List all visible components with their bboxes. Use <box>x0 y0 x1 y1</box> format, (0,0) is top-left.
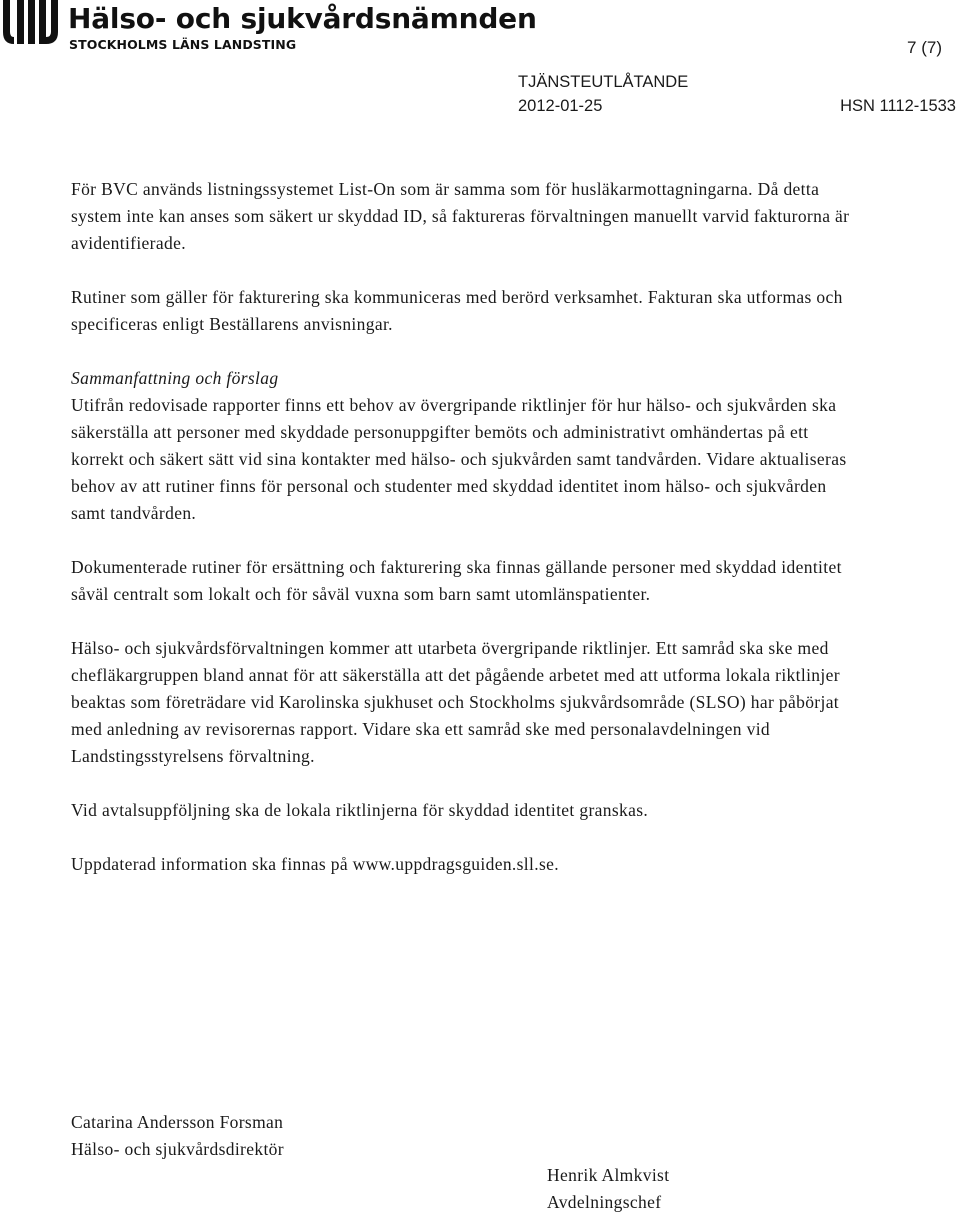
document-date: 2012-01-25 <box>518 97 603 115</box>
sll-logo-icon <box>0 0 62 52</box>
paragraph-summary: Utifrån redovisade rapporter finns ett behov av övergripande riktlinjer för hur hälso- och sjukvården ska säkerställa att personer med skyddade personuppgifter bemöts och administrativt omhändertas på ett korrekt och säkert sätt vid sina kontakter med hälso- och sjukvården samt tandvården. Vidare aktualiseras behov av att rutiner finns för personal och studenter med skyddad identitet inom hälso- och sjukvården samt tandvården. <box>71 395 847 523</box>
paragraph-invoice-routines: Rutiner som gäller för fakturering ska kommuniceras med berörd verksamhet. Fakturan ska utformas och specificeras enligt Beställarens anvisningar. <box>71 287 843 334</box>
signature-block-department-head <box>547 1162 669 1216</box>
paragraph-updated-info: Uppdaterad information ska finnas på www.uppdragsguiden.sll.se. <box>71 854 559 874</box>
paragraph-bvc-listing: För BVC används listningssystemet List-On som är samma som för husläkarmottagningarna. Då detta system inte kan anses som säkert ur skyddad ID, så faktureras förvaltningen manuellt varvid fakturorna är avidentifierade. <box>71 179 850 253</box>
paragraph-documented-routines: Dokumenterade rutiner för ersättning och fakturering ska finnas gällande personer med skyddad identitet såväl centralt som lokalt och för såväl vuxna som barn samt utomlänspatienter. <box>71 557 842 604</box>
organization-subtitle: STOCKHOLMS LÄNS LANDSTING <box>69 37 297 52</box>
signature-block-director <box>71 1109 284 1163</box>
section-heading: Sammanfattning och förslag <box>71 368 279 388</box>
document-type: TJÄNSTEUTLÅTANDE <box>518 73 689 91</box>
signatory-title: Hälso- och sjukvårdsdirektör <box>71 1139 284 1159</box>
signatory-title: Avdelningschef <box>547 1192 662 1212</box>
paragraph-contract-followup: Vid avtalsuppföljning ska de lokala riktlinjerna för skyddad identitet granskas. <box>71 800 649 820</box>
sll-logo <box>0 0 62 57</box>
page-number: 7 (7) <box>907 38 942 57</box>
signatory-name: Henrik Almkvist <box>547 1165 670 1185</box>
document-reference: HSN 1112-1533 <box>840 97 956 115</box>
signatory-name: Catarina Andersson Forsman <box>71 1112 284 1132</box>
organization-name: Hälso- och sjukvårdsnämnden <box>68 2 537 35</box>
paragraph-guidelines: Hälso- och sjukvårdsförvaltningen kommer att utarbeta övergripande riktlinjer. Ett samråd ska ske med chefläkargruppen bland annat för att säkerställa att det pågående arbetet med att utforma lokala riktlinjer beaktas som företrädare vid Karolinska sjukhuset och Stockholms sjukvårdsområde (SLSO) har påbörjat med anledning av revisorernas rapport. Vidare ska ett samråd ske med personalavdelningen vid Landstingsstyrelsens förvaltning. <box>71 638 840 766</box>
document-body <box>71 176 851 905</box>
